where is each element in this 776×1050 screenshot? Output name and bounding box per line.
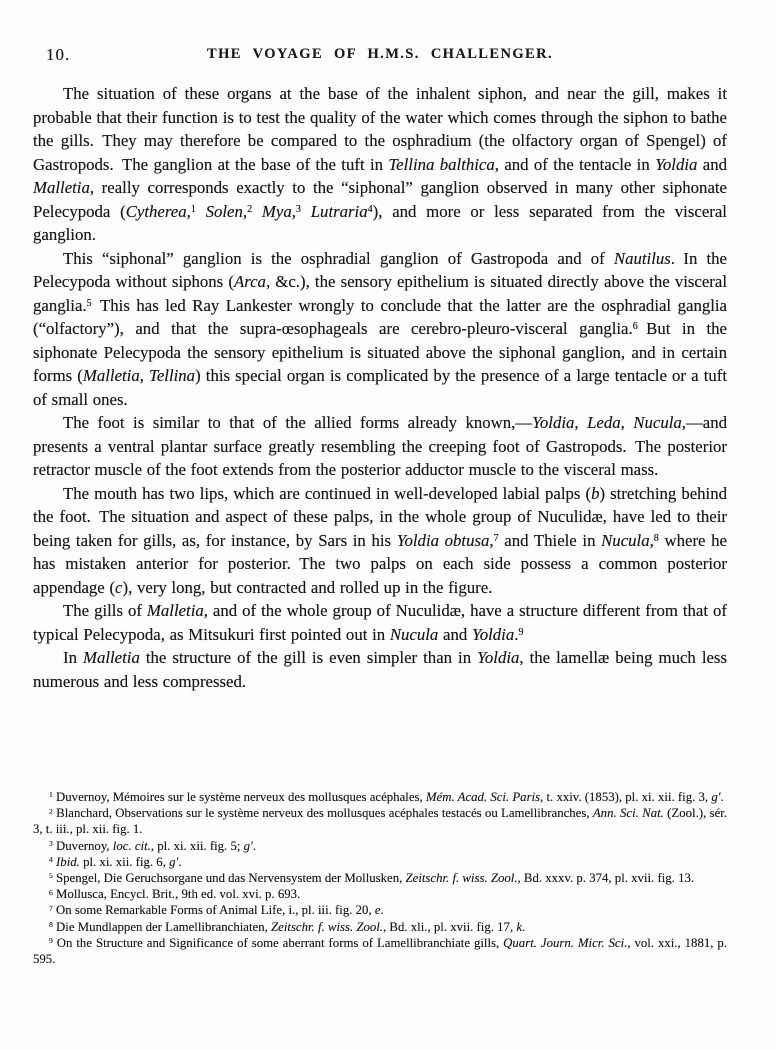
- footnote: $^4$ Ibid. pl. xi. xii. fig. 6, g′.: [49, 854, 182, 869]
- footnotes-block: [33, 789, 727, 967]
- footnote: $^9$ On the Structure and Significance of some aberrant forms of Lamellibranchiate gills, Quart. Journ. Micr. Sci., vol. xxi., 1881, p. 595.: [33, 935, 727, 967]
- page-header: [33, 44, 727, 66]
- body-paragraph: The foot is similar to that of the allied forms already known,—Yoldia, Leda, Nucula,—and presents a ventral plantar surface greatly resembling the creeping foot of Gastropods. The posterior retractor muscle of the foot extends from the posterior adductor muscle to the visceral mass.: [33, 413, 727, 479]
- body-paragraph: This “siphonal” ganglion is the osphradial ganglion of Gastropoda and of Nautilus. In the Pelecypoda without siphons (Arca, &c.), the sensory epithelium is situated directly above the visceral ganglia.$^5$ This has led Ray Lankester wrongly to conclude that the latter are the osphradial ganglia (“olfactory”), and that the supra-œsophageals are cerebro-pleuro-visceral ganglia.$^6$ But in the siphonate Pelecypoda the sensory epithelium is situated above the siphonal ganglion, and in certain forms (Malletia, Tellina) this special organ is complicated by the presence of a large tentacle or a tuft of small ones.: [33, 248, 728, 409]
- footnote: $^7$ On some Remarkable Forms of Animal Life, i., pl. iii. fig. 20, e.: [49, 903, 384, 918]
- footnote: $^2$ Blanchard, Observations sur le système nerveux des mollusques acéphales testacés ou Lamellibranches, Ann. Sci. Nat. (Zool.), sér. 3, t. iii., pl. xii. fig. 1.: [33, 806, 728, 837]
- running-head: THE VOYAGE OF H.M.S. CHALLENGER.: [207, 46, 553, 62]
- footnote: $^3$ Duvernoy, loc. cit., pl. xi. xii. fig. 5; g′.: [49, 838, 257, 853]
- body-text: [33, 82, 727, 693]
- footnote: $^8$ Die Mundlappen der Lamellibranchiaten, Zeitschr. f. wiss. Zool., Bd. xli., pl. xvii. fig. 17, k.: [49, 919, 526, 934]
- body-paragraph: The mouth has two lips, which are continued in well-developed labial palps (b) stretching behind the foot. The situation and aspect of these palps, in the whole group of Nuculidæ, have led to their being taken for gills, as, for instance, by Sars in his Yoldia obtusa,$^7$ and Thiele in Nucula,$^8$ where he has mistaken anterior for posterior. The two palps on each side possess a common posterior appendage (c), very long, but contracted and rolled up in the figure.: [33, 483, 727, 597]
- footnote: $^1$ Duvernoy, Mémoires sur le système nerveux des mollusques acéphales, Mém. Acad. Sci. Paris, t. xxiv. (1853), pl. xi. xii. fig. 3, g′.: [49, 790, 724, 804]
- body-paragraph: In Malletia the structure of the gill is even simpler than in Yoldia, the lamellæ being much less numerous and less compressed.: [33, 648, 727, 691]
- body-paragraph: The gills of Malletia, and of the whole group of Nuculidæ, have a structure different from that of typical Pelecypoda, as Mitsukuri first pointed out in Nucula and Yoldia.$^9$: [33, 601, 727, 644]
- body-paragraph: The situation of these organs at the base of the inhalent siphon, and near the gill, makes it probable that their function is to test the quality of the water which comes through the siphon to bathe the gills. They may therefore be compared to the osphradium (the olfactory organ of Spengel) of Gastropods. The ganglion at the base of the tuft in Tellina balthica, and of the tentacle in Yoldia and Malletia, really corresponds exactly to the “siphonal” ganglion observed in many other siphonate Pelecypoda (Cytherea,$^1$ Solen,$^2$ Mya,$^3$ Lutraria$^4$), and more or less separated from the visceral ganglion.: [33, 84, 727, 244]
- page-number: 10.: [46, 45, 71, 64]
- footnote: $^5$ Spengel, Die Geruchsorgane und das Nervensystem der Mollusken, Zeitschr. f. wiss. Zool., Bd. xxxv. p. 374, pl. xvii. fig. 13.: [49, 871, 695, 886]
- footnote: $^6$ Mollusca, Encycl. Brit., 9th ed. vol. xvi. p. 693.: [49, 887, 301, 902]
